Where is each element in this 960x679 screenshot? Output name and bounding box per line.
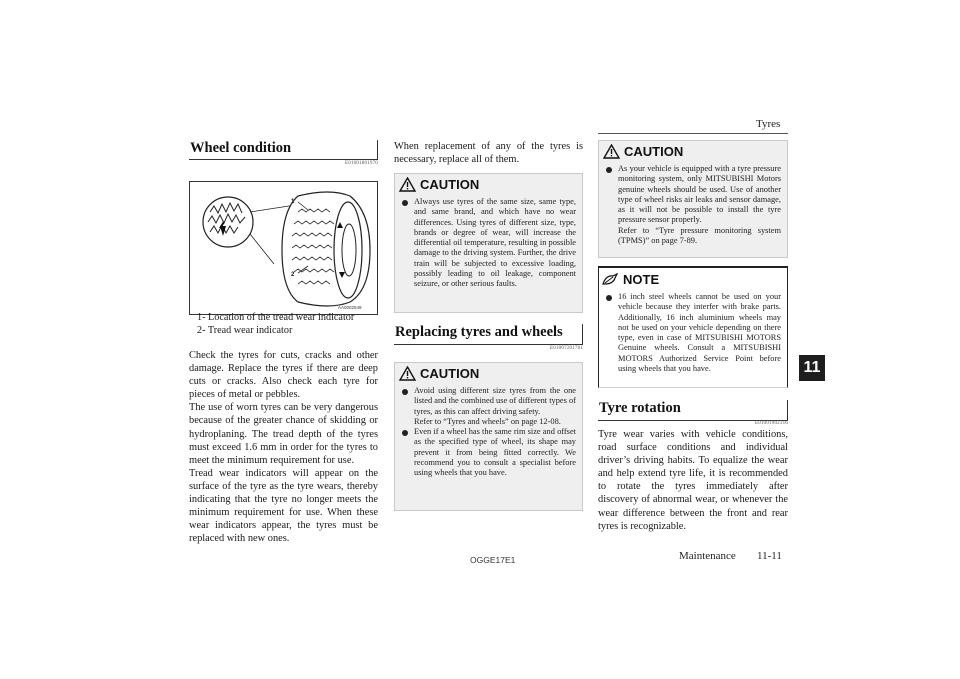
tyre-illustration	[190, 182, 377, 314]
caution-item	[395, 427, 582, 478]
replacement-intro: When replacement of any of the tyres is necessary, replace all of them.	[394, 141, 583, 166]
bullet-icon	[402, 200, 408, 206]
replacing-title: Replacing tyres and wheels	[395, 324, 563, 340]
magnifier-detail	[203, 197, 253, 247]
caution-item	[395, 386, 582, 427]
figure-legend	[197, 311, 382, 337]
chapter-tab: 11	[799, 355, 825, 381]
legend-item-2: 2- Tread wear indicator	[197, 325, 293, 337]
replacing-code: E01007201761	[550, 346, 583, 351]
warning-triangle-icon	[603, 144, 620, 159]
legend-item-1: 1- Location of the tread wear indicator	[197, 312, 355, 323]
figure-callout-2: 2	[291, 272, 295, 278]
note-pencil-icon	[602, 273, 619, 286]
figure-callout-1: 1	[291, 199, 295, 205]
tyre-rotation-body: Tyre wear varies with vehicle conditions, road surface conditions and individual driver’s driving habits. To equalize the wear and help extend tyre life, it is recommended to rotate the tyres immediately after discovery of abnormal wear, or whenever the wear difference between the front and rear tyres is recognizable.	[598, 429, 788, 532]
caution-item-body: As your vehicle is equipped with a tyre pressure monitoring system, only MITSUBISHI Motors genuine wheels should be used. Use of another type of wheel risks air leaks and sensor damage, as it will not be possible to install the tyre pressure sensor properly.	[618, 164, 781, 225]
tyre-rotation-title: Tyre rotation	[599, 400, 681, 416]
caution-box-2	[394, 362, 583, 511]
caution-item	[599, 164, 787, 246]
bullet-icon	[606, 167, 612, 173]
tyre-rotation-code: E01001902316	[755, 421, 788, 426]
caution-item-text	[414, 427, 582, 478]
wheel-condition-code: E01001801970	[345, 161, 378, 166]
figure-code: AA0002549	[338, 305, 362, 310]
caution-title: CAUTION	[420, 366, 480, 381]
bullet-icon	[402, 430, 408, 436]
tyre-drawing	[282, 192, 370, 306]
chapter-title: Tyres	[756, 118, 781, 130]
caution-item-reference: Refer to “Tyre pressure monitoring system (TPMS)” on page 7-89.	[618, 225, 781, 246]
wheel-condition-body	[189, 349, 378, 545]
note-item	[599, 292, 787, 374]
caution-item	[395, 197, 582, 290]
tread-wear-figure	[189, 181, 378, 315]
caution-title: CAUTION	[420, 177, 480, 192]
caution-item-text: Always use tyres of the same size, same type, and same brand, and which have no wear differences. Using tyres of different size, type, brands or degree of wear, will increase the differential oil temperature, resulting in possible damage to the driving system. Further, the drive train will be subjected to excessive loading, possibly leading to oil leakage, component seizure, or other serious faults.	[414, 197, 576, 289]
warning-triangle-icon	[399, 366, 416, 381]
document-code: OGGE17E1	[470, 555, 516, 565]
caution-box-3	[598, 140, 788, 258]
caution-header	[399, 177, 582, 192]
caution-title: CAUTION	[624, 144, 684, 159]
body-paragraph: The use of worn tyres can be very dangerous because of the greater chance of skidding or hydroplaning. The tread depth of the tyres must exceed 1.6 mm in order for the tyres to meet the minimum requirement for use.	[189, 402, 378, 466]
bullet-icon	[606, 295, 612, 301]
caution-item-text	[414, 386, 582, 427]
caution-item-body: Even if a wheel has the same rim size and offset as the specified type of wheel, its shape may prevent it from being fitted correctly. We recommend you to consult a specialist before using wheels that you have.	[414, 427, 576, 478]
body-paragraph: Check the tyres for cuts, cracks and other damage. Replace the tyres if there are deep cuts or cracks. Also check each tyre for pieces of metal or pebbles.	[189, 350, 378, 401]
page-number: 11-11	[757, 550, 782, 562]
replacing-heading	[394, 324, 583, 345]
warning-triangle-icon	[399, 177, 416, 192]
body-paragraph: Tread wear indicators will appear on the surface of the tyre as the tyre wears, thereby indicating that the tyre no longer meets the minimum requirement for use. When these wear indicators appear, the tyres must be replaced with new ones.	[189, 467, 378, 545]
wheel-condition-title: Wheel condition	[190, 140, 292, 156]
caution-item-reference: Refer to “Tyres and wheels” on page 12-08.	[414, 416, 561, 426]
footer-section: Maintenance	[679, 550, 736, 562]
wheel-condition-heading	[189, 140, 378, 160]
note-box	[598, 266, 788, 388]
note-header	[602, 272, 787, 287]
caution-item-text	[618, 164, 787, 246]
note-item-text: 16 inch steel wheels cannot be used on your vehicle because they interfer with brake parts. Additionally, 16 inch aluminium wheels may not be used on your vehicle depending on there type, even in case of MITSUBISHI MOTORS Genuine wheels. Consult a MITSUBISHI MOTORS Authorized Service Point before using wheels that you have.	[618, 292, 781, 374]
note-title: NOTE	[623, 272, 660, 287]
bullet-icon	[402, 389, 408, 395]
caution-header	[603, 144, 787, 159]
header-rule	[598, 133, 788, 134]
caution-box-1	[394, 173, 583, 313]
tyre-rotation-heading	[598, 400, 788, 421]
caution-header	[399, 366, 582, 381]
caution-item-body: Avoid using different size tyres from the one listed and the combined use of different types of tyres, as this can affect driving safety.	[414, 386, 576, 416]
